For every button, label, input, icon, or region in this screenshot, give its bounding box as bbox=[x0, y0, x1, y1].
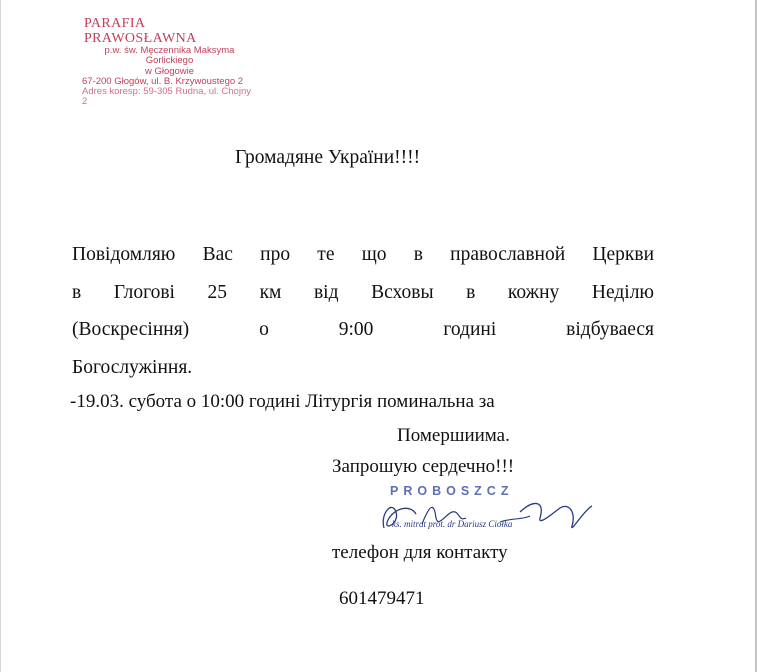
phone-number: 601479471 bbox=[339, 588, 425, 609]
stamp-line-dedication: p.w. św. Męczennika Maksyma Gorlickiego bbox=[104, 45, 235, 67]
stamp-line-address: 67-200 Głogów, ul. B. Krzywoustego 2 bbox=[82, 75, 244, 87]
paragraph-line: в Глогові 25 км від Всховы в кожну Неділю bbox=[72, 281, 654, 303]
stamp-title: PARAFIA PRAWOSŁAWNA bbox=[84, 16, 197, 47]
handwritten-signature bbox=[370, 484, 600, 544]
liturgy-notice-line2: Помершиима. bbox=[397, 425, 510, 446]
priest-signature-stamp bbox=[370, 484, 600, 544]
paragraph-line: (Воскресіння) о 9:00 годині відбуваеся bbox=[72, 319, 654, 340]
stamp-line-mailing-address: Adres koresp: 59-305 Rudna, ul. Chojny 2 bbox=[82, 86, 251, 108]
page-left-edge bbox=[0, 0, 1, 672]
letter-greeting: Громадяне України!!!! bbox=[235, 147, 421, 168]
parish-stamp bbox=[82, 16, 257, 108]
liturgy-notice-line1: -19.03. субота о 10:00 годині Літургія поминальна за bbox=[70, 391, 495, 412]
stamp-line-city: w Głogowie bbox=[144, 65, 195, 77]
stamp-proboszcz-title: PROBOSZCZ bbox=[390, 484, 514, 498]
paragraph-line: Богослужіння. bbox=[72, 356, 193, 378]
invitation-text: Запрошую сердечно!!! bbox=[332, 456, 515, 477]
announcement-paragraph bbox=[72, 236, 654, 386]
stamp-priest-name: ks. mitrat prot. dr Dariusz Ciołka bbox=[392, 519, 513, 529]
phone-label: телефон для контакту bbox=[332, 542, 508, 563]
paragraph-line: Повідомляю Вас про те що в православной Церкви bbox=[72, 244, 654, 265]
